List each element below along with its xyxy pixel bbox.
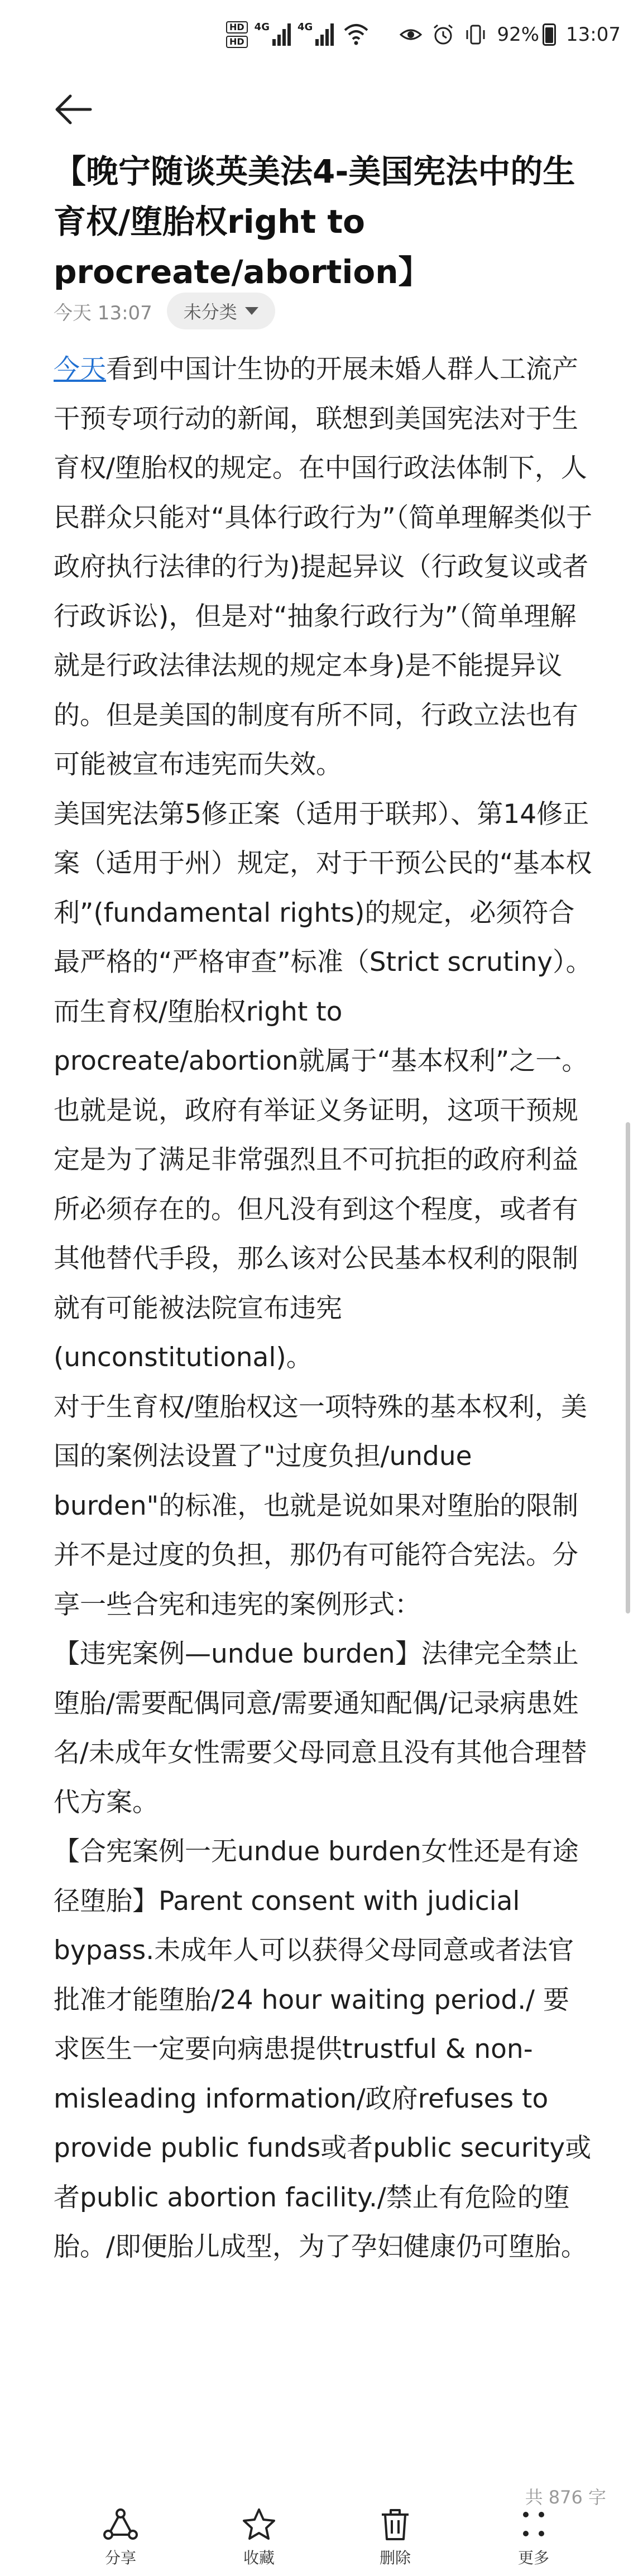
article-date: 今天 13:07 <box>54 301 152 324</box>
scrollbar-thumb[interactable] <box>626 1122 630 1613</box>
signal-1-label: 4G <box>254 21 270 33</box>
signal-2-icon <box>297 21 334 46</box>
bottom-toolbar <box>0 2507 643 2576</box>
alarm-icon <box>432 23 454 46</box>
share-icon <box>103 2507 138 2543</box>
wifi-icon <box>343 21 370 46</box>
share-label: 分享 <box>104 2549 136 2567</box>
date-link[interactable]: 今天 <box>54 354 106 385</box>
paragraph-1-text: 看到中国计生协的开展未婚人群人工流产干预专项行动的新闻，联想到美国宪法对于生育权/堕胎权的规定。在中国行政法体制下，人民群众只能对“具体行政行为”（简单理解类似于政府执行法律的行为)提起异议（行政复议或者行政诉讼)，但是对“抽象行政行为”（简单理解就是行政法律法规的规定本身)是不能提异议的。但是美国的制度有所不同，行政立法也有可能被宣布违宪而失效。 <box>54 354 593 780</box>
vibrate-icon <box>464 23 487 46</box>
paragraph-4: 【违宪案例—undue burden】法律完全禁止堕胎/需要配偶同意/需要通知配偶/记录病患姓名/未成年女性需要父母同意且没有其他合理替代方案。 <box>54 1639 587 1818</box>
clock-time: 13:07 <box>566 23 621 46</box>
battery-percent: 92% <box>497 23 540 46</box>
chevron-down-icon <box>245 307 258 315</box>
star-icon <box>241 2507 277 2543</box>
paragraph-5: 【合宪案例一无undue burden女性还是有途径堕胎】Parent consent with judicial bypass.未成年人可以获得父母同意或者法官批准才能堕胎/24 hour waiting period./ 要求医生一定要向病患提供trustful & non-misleading information/政府refuses to provide public funds或者public security或者public abortion facility./禁止有危险的堕胎。/即便胎儿成型，为了孕妇健康仍可堕胎。 <box>54 1836 592 2262</box>
delete-label: 删除 <box>379 2549 411 2567</box>
paragraph-2: 美国宪法第5修正案（适用于联邦）、第14修正案（适用于州）规定，对于干预公民的“基本权利”(fundamental rights)的规定，必须符合最严格的“严格审查”标准（Strict scrutiny）。而生育权/堕胎权right to procreate/abortion就属于“基本权利”之一。也就是说，政府有举证义务证明，这项干预规定是为了满足非常强烈且不可抗拒的政府利益所必须存在的。但凡没有到这个程度，或者有其他替代手段，那么该对公民基本权利的限制就有可能被法院宣布违宪(unconstitutional)。 <box>54 798 592 1373</box>
word-count: 共 876 字 <box>525 2487 606 2508</box>
paragraph-1 <box>54 345 595 790</box>
hd-badge-1: HD <box>226 21 248 33</box>
more-button[interactable] <box>478 2507 589 2568</box>
status-bar-left <box>226 21 370 48</box>
back-arrow-icon[interactable] <box>54 89 94 130</box>
status-bar-right <box>400 23 621 46</box>
article-title: 【晚宁随谈英美法4-美国宪法中的生育权/堕胎权right to procreate/abortion】 <box>54 152 575 291</box>
hd-badges <box>226 21 248 48</box>
signal-1-icon <box>255 21 291 46</box>
battery-fill <box>545 27 553 43</box>
favorite-button[interactable] <box>203 2507 315 2568</box>
more-label: 更多 <box>517 2549 549 2567</box>
battery-icon <box>543 23 556 46</box>
status-bar <box>0 0 643 78</box>
category-label: 未分类 <box>183 301 237 323</box>
signal-2-label: 4G <box>297 21 313 33</box>
category-selector[interactable] <box>167 293 275 329</box>
article-meta <box>54 293 275 329</box>
trash-icon <box>377 2507 413 2543</box>
article-body <box>54 345 595 2272</box>
share-button[interactable] <box>65 2507 176 2568</box>
eye-icon <box>400 23 422 46</box>
favorite-label: 收藏 <box>243 2549 275 2567</box>
paragraph-3: 对于生育权/堕胎权这一项特殊的基本权利，美国的案例法设置了"过度负担/undue burden"的标准，也就是说如果对堕胎的限制并不是过度的负担，那仍有可能符合宪法。分享一些合宪和违宪的案例形式： <box>54 1391 587 1620</box>
hd-badge-2: HD <box>226 36 248 48</box>
battery-indicator <box>497 23 556 46</box>
more-icon <box>516 2507 551 2543</box>
delete-button[interactable] <box>339 2507 451 2568</box>
